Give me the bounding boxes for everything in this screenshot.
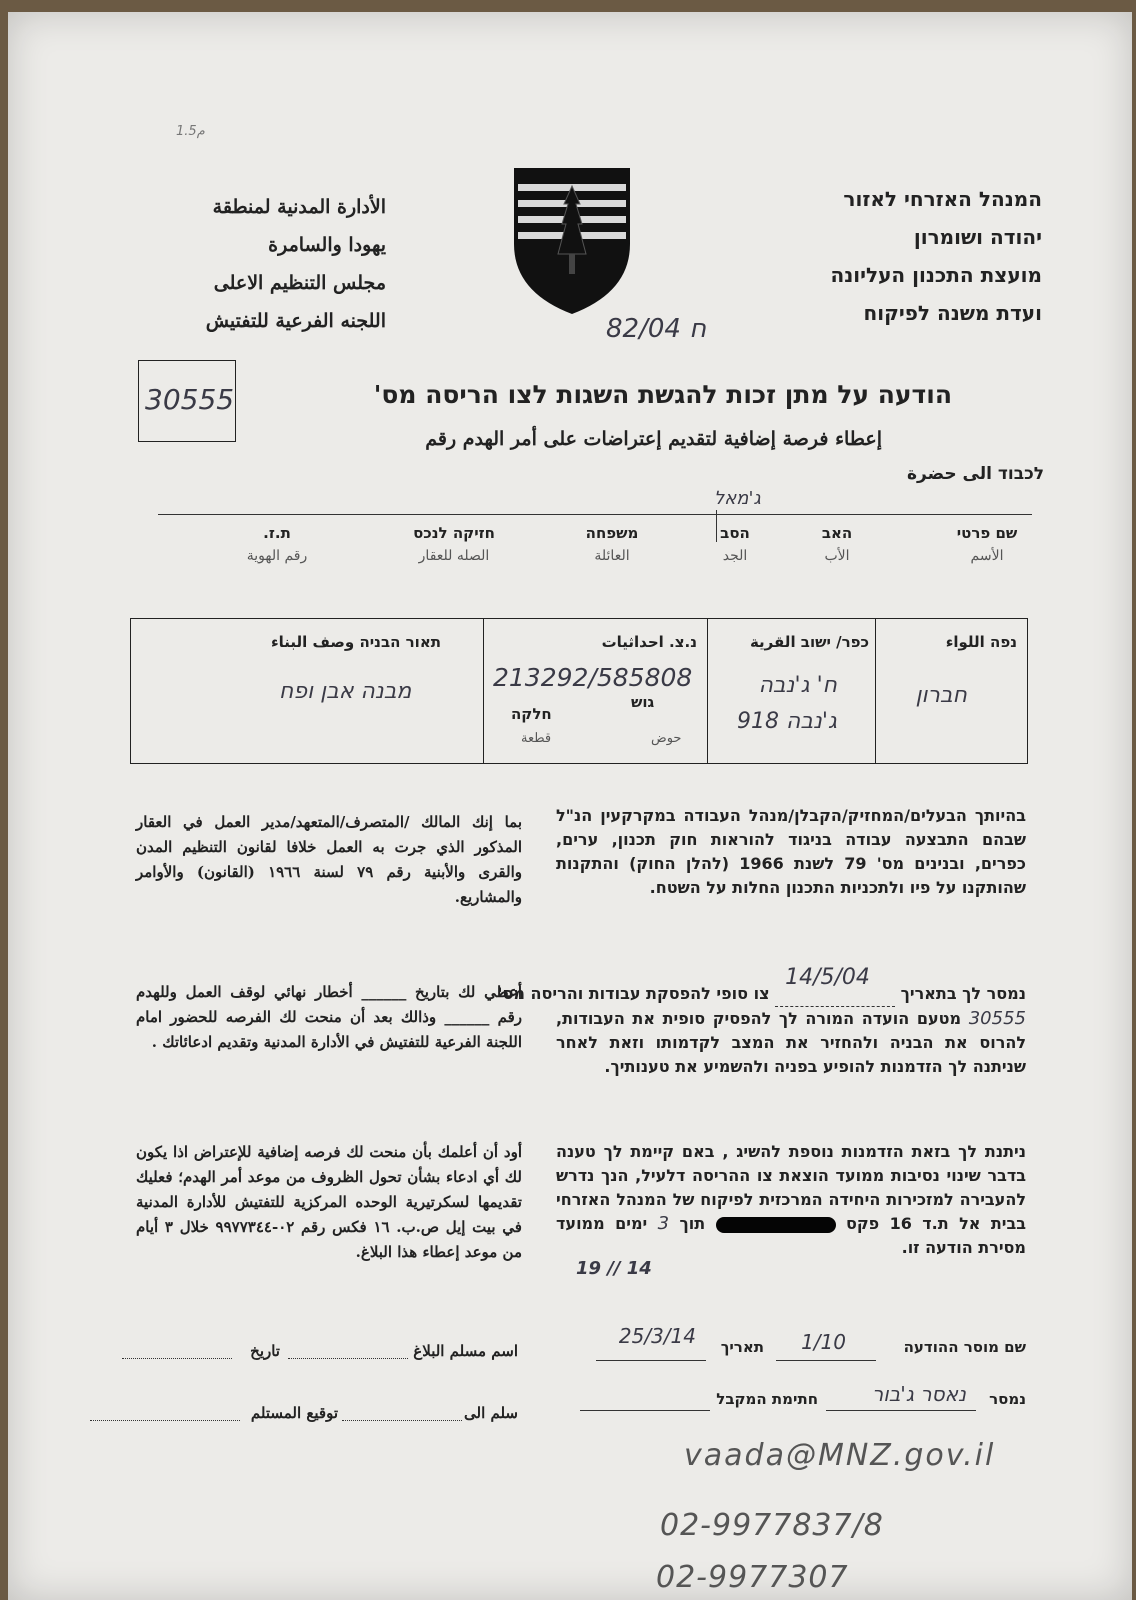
col-coords-label: נ.צ. احداثيات xyxy=(601,633,697,651)
field-label-ar: الأسم xyxy=(970,548,1004,564)
para3-text: ניתנת לך בזאת הזדמנות נוספת להשיג , באם קיימת לך טענה בדבר שינוי נסיבות ממועד הוצאת צו ההריסה דלעיל, הנך נדרש להעבירה למזכירות היחידה המרכזית לפיקוח של המנהל האזרחי בבית אל ת.ד 16 פקס xyxy=(556,1142,1026,1233)
para2-prefix: נמסר לך בתאריך xyxy=(900,984,1026,1003)
col-district-label: נפה اللواء xyxy=(945,633,1017,651)
header-arabic-line: مجلس التنظيم الاعلى xyxy=(213,272,386,294)
field-label-ar: الصله للعقار xyxy=(418,548,490,564)
col-village-label: כפר/ ישוב القرية xyxy=(749,633,869,651)
days-value: 3 xyxy=(657,1213,670,1234)
field-label-he: ת.ז. xyxy=(263,524,291,542)
header-hebrew-line: מועצת התכנון העליונה xyxy=(830,263,1042,287)
stop-date-field xyxy=(775,965,895,1007)
para3-arabic: أود أن أعلمك بأن منحت لك فرصه إضافية للإعتراض اذا يكون لك أي ادعاء بشأن تحول الظروف من موعد أمر الهدم؛ فعليك تقديمها لسكرتيرية الوحده المركزية للتفتيش للأدارة المدنية في بيت إيل ص.ب. ١٦ فكس رقم ٠٢-٩٩٧٧٣٤٤ خلال ٣ أيام من موعد إعطاء هذا البلاغ. xyxy=(136,1143,522,1261)
field-relation xyxy=(394,524,514,564)
para3-tail2: ימים ממועד מסירת הודעה זו. xyxy=(556,1214,1026,1257)
ar-signature-label: توقيع المستلم xyxy=(250,1404,338,1422)
para2-mid: צו סופי להפסקת עבודות והריסה מס' xyxy=(497,984,770,1003)
col-desc-label: תאור הבניה وصف البناء xyxy=(271,633,441,651)
field-label-he: חזיקה לנכס xyxy=(413,524,495,542)
title-hebrew: הודעה על מתן זכות להגשת השגות לצו הריסה מס' xyxy=(373,380,952,409)
field-label-he: שם פרטי xyxy=(956,524,1018,542)
ar-signature-line xyxy=(90,1420,240,1421)
header-hebrew-line: יהודה ושומרון xyxy=(913,225,1042,249)
village-value-2: 918 ג'נבה xyxy=(737,709,837,734)
deliverer-value: 1/10 xyxy=(801,1330,846,1354)
delivery-date-value: 25/3/14 xyxy=(618,1324,696,1348)
para2-arabic: أعطي لك بتاريخ ______ أخطار نهائي لوقف العمل وللهدم رقم ______ وذالك بعد أن منحت لك الفرصه للحضور امام اللجنة الفرعية للتفتيش في الأدارة المدنية وتقديم ادعائاتك . xyxy=(136,983,522,1051)
handwritten-phone-2: 02-9977307 xyxy=(656,1560,849,1595)
addressee: לכבוד الى حضرة xyxy=(907,464,1044,484)
field-first-name xyxy=(942,524,1032,564)
ar-date-line xyxy=(122,1358,232,1359)
desc-value: מבנה אבן ופח xyxy=(279,679,412,704)
field-label-ar: العائلة xyxy=(594,548,630,564)
para2-rest: מטעם הועדה המורה לך להפסיק סופית את העבודות, להרוס את הבניה ולהחזיר את המצב לקדמותו וזאת לאחר שניתנה לך הזדמנות להופיע בפניה ולהשמיע את טענותיך. xyxy=(556,1009,1026,1076)
number-box xyxy=(138,360,236,442)
header-hebrew-line: ועדת משנה לפיקוח xyxy=(863,301,1042,325)
field-family xyxy=(562,524,662,564)
field-id xyxy=(222,524,332,564)
field-label-ar: الأب xyxy=(824,548,850,564)
footer-date-line xyxy=(596,1360,706,1361)
recipient-label: נמסר xyxy=(989,1390,1026,1408)
table-divider xyxy=(875,619,876,763)
delivered-to-line xyxy=(342,1420,462,1421)
deliverer-line xyxy=(776,1360,876,1361)
footer-hebrew xyxy=(556,1324,1026,1440)
header-arabic xyxy=(136,188,386,340)
header-arabic-line: يهودا والسامرة xyxy=(268,234,386,256)
ar-date-label: تاريخ xyxy=(250,1342,280,1360)
title-arabic: إعطاء فرصة إضافية لتقديم إعتراضات على أمر الهدم رقم xyxy=(425,428,882,450)
header-arabic-line: اللجنه الفرعية للتفتيش xyxy=(205,310,386,332)
header-arabic-line: الأدارة المدنية لمنطقة xyxy=(212,196,386,218)
deliverer-label: שם מוסר ההודעה xyxy=(903,1338,1026,1356)
box-number: 30555 xyxy=(145,383,235,416)
district-value: חברון xyxy=(915,683,967,708)
recipient-value: נאסר ג'בור xyxy=(871,1382,966,1406)
gush-label-ar: حوض xyxy=(651,731,682,746)
field-label-ar: الجد xyxy=(722,548,748,564)
order-no-value: 30555 xyxy=(968,1008,1026,1029)
para1-hebrew: בהיותך הבעלים/המחזיק/הקבלן/מנהל העבודה במקרקעין הנ"ל שבהם התבצעה עבודה בניגוד להוראות חוק תכנון, ערים, כפרים, ובנינים מס' 79 לשנת 1966 (להלן החוק) והתקנות שהותקנו על פיו ולתכניות התכנון החלות על השטח. xyxy=(556,806,1026,897)
footer-date-label: תאריך xyxy=(720,1338,764,1356)
para3-tail: תוך xyxy=(679,1214,706,1233)
location-table xyxy=(130,618,1028,764)
table-divider xyxy=(483,619,484,763)
redacted-fax xyxy=(716,1217,836,1233)
recipient-name-label: اسم مسلم البلاغ xyxy=(413,1342,518,1360)
delivered-to-label: سلم الى xyxy=(464,1404,518,1422)
handwritten-phone-1: 02-9977837/8 xyxy=(660,1508,884,1543)
stop-date-value: 14/5/04 xyxy=(785,965,870,990)
footer-arabic xyxy=(78,1342,518,1432)
header-hebrew-line: המנהל האזרחי לאזור xyxy=(843,187,1042,211)
village-value: ח' ג'נבה xyxy=(758,673,837,698)
field-label-he: הסב xyxy=(720,524,750,542)
field-grandfather xyxy=(690,524,780,564)
field-label-he: האב xyxy=(821,524,853,542)
recipient-name-line xyxy=(288,1358,408,1359)
field-label-ar: رقم الهوية xyxy=(246,548,308,564)
coords-value: 213292/585808 xyxy=(493,663,693,692)
table-divider xyxy=(707,619,708,763)
helka-label-ar: قطعة xyxy=(521,731,552,746)
field-father xyxy=(792,524,882,564)
handwritten-email: vaada@MNZ.gov.il xyxy=(684,1438,996,1473)
civil-administration-emblem xyxy=(510,164,634,316)
document-page xyxy=(8,12,1132,1600)
top-left-note: 1.5م xyxy=(176,124,205,139)
para3-hebrew xyxy=(556,1140,1026,1279)
gush-label: גוש xyxy=(631,693,655,711)
header-hebrew xyxy=(782,180,1042,332)
field-label-he: משפחה xyxy=(585,524,639,542)
days-line-value: 19 // 14 xyxy=(576,1258,652,1279)
signature-label: חתימת המקבל xyxy=(716,1390,818,1408)
para1-arabic: بما إنك المالك /المتصرف/المتعهد/مدير العمل في العقار المذكور الذي جرت به العمل خلافا لقانون التنظيم المدن والقرى والأبنية رقم ٧٩ لسنة ١٩٦٦ (القانون) والأوامر والمشاريع. xyxy=(136,813,522,906)
person-row-line xyxy=(158,514,1032,515)
signature-line xyxy=(580,1410,710,1411)
handwritten-name: ג'מאל xyxy=(714,488,761,509)
person-fields xyxy=(158,524,1032,584)
recipient-line xyxy=(826,1410,976,1411)
handwritten-date-under-logo: ח 82/04 xyxy=(606,314,707,344)
para2-hebrew xyxy=(497,965,1026,1110)
helka-label: חלקה xyxy=(511,705,552,723)
